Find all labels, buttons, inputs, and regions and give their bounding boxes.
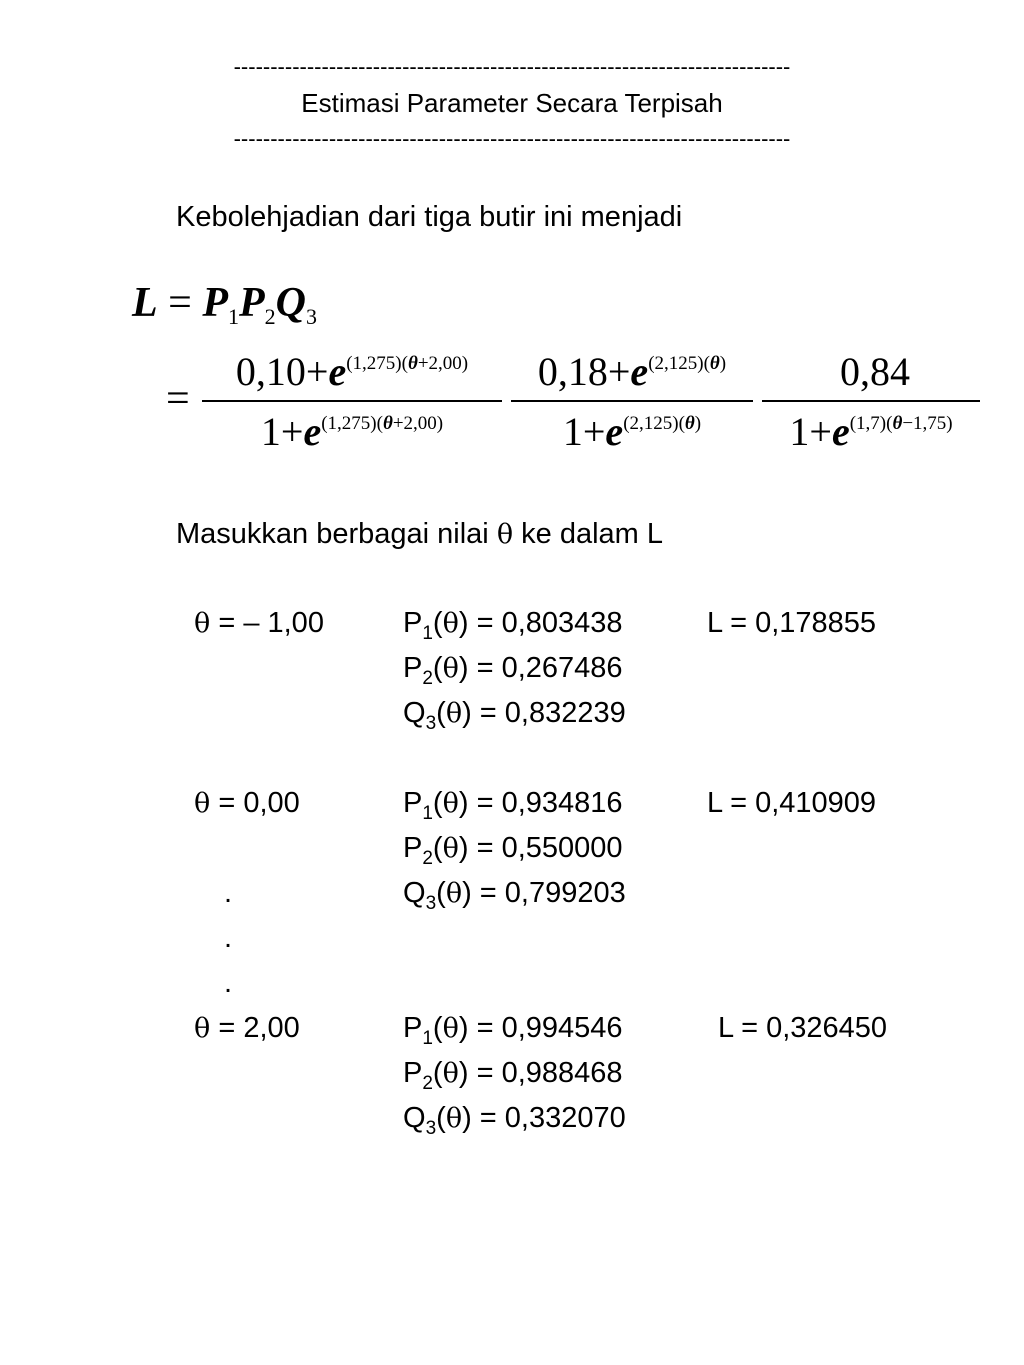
q3-number: 0,832239	[504, 697, 626, 729]
fraction-p1-numerator	[202, 349, 502, 394]
q3-number: 0,799203	[504, 877, 626, 909]
theta-symbol: θ	[442, 788, 459, 819]
exponent	[850, 413, 953, 434]
exp-part-b: +2,00)	[392, 413, 444, 434]
num-const: 0,84	[840, 349, 910, 394]
fraction-p2-numerator	[511, 349, 753, 394]
q3-value	[403, 877, 626, 914]
p1-number: 0,994546	[501, 1012, 623, 1044]
plus-sign: +	[280, 409, 304, 454]
exp-part-a: (1,275)(	[321, 413, 383, 434]
intro-text: Kebolehjadian dari tiga butir ini menjadi	[176, 201, 683, 233]
paren-close: ) =	[462, 1102, 505, 1134]
ellipsis-dot: .	[224, 967, 233, 999]
sym-P: P	[403, 787, 423, 819]
p2-value	[403, 832, 623, 869]
exponent	[321, 413, 443, 434]
exp-part-b: +2,00)	[417, 353, 469, 374]
den-const: 1	[562, 409, 583, 454]
bottom-rule: ----------------------------------------------------------------------------	[233, 128, 791, 150]
equals-sign: =	[168, 280, 192, 326]
fraction-q3-denominator	[762, 409, 980, 454]
q3-value	[403, 1102, 626, 1139]
p1-number: 0,934816	[501, 787, 623, 819]
theta-symbol: θ	[684, 413, 695, 434]
var-L: L	[132, 280, 158, 326]
likelihood-value: L = 0,410909	[707, 787, 877, 819]
paren-open: (	[432, 1057, 443, 1089]
paren-close: ) =	[458, 652, 502, 684]
theta-symbol: θ	[442, 1058, 459, 1089]
sub-2: 2	[422, 848, 433, 869]
euler-e: e	[303, 409, 322, 454]
sub-1: 1	[422, 623, 433, 644]
sub-3: 3	[306, 304, 317, 329]
ellipsis-dot: .	[224, 877, 233, 909]
theta-symbol: θ	[194, 1013, 211, 1044]
var-P2: P	[239, 280, 265, 326]
p2-number: 0,988468	[501, 1057, 623, 1089]
theta-symbol: θ	[445, 1103, 463, 1134]
sym-P: P	[403, 832, 423, 864]
theta-symbol: θ	[194, 608, 211, 639]
theta-symbol: θ	[445, 698, 463, 729]
theta-symbol: θ	[496, 519, 514, 550]
top-rule: ----------------------------------------------------------------------------	[233, 56, 791, 78]
theta-symbol: θ	[442, 608, 459, 639]
sym-Q: Q	[403, 877, 426, 909]
paren-close: ) =	[458, 1012, 502, 1044]
euler-e: e	[605, 409, 624, 454]
instruction-pre: Masukkan berbagai nilai	[176, 518, 497, 550]
equals-sign-2: =	[166, 376, 190, 422]
theta-symbol: θ	[194, 788, 211, 819]
fraction-p1-denominator	[202, 409, 502, 454]
p1-number: 0,803438	[501, 607, 623, 639]
theta-symbol: θ	[442, 833, 459, 864]
euler-e: e	[831, 409, 850, 454]
theta-symbol: θ	[709, 353, 720, 374]
theta-symbol: θ	[445, 878, 463, 909]
euler-e: e	[630, 349, 649, 394]
theta-symbol: θ	[382, 413, 393, 434]
p2-number: 0,267486	[501, 652, 623, 684]
exp-part-b: )	[719, 353, 727, 374]
sym-P: P	[403, 652, 423, 684]
sub-1: 1	[422, 803, 433, 824]
theta-value: = 0,00	[210, 787, 300, 819]
num-const: 0,18	[537, 349, 608, 394]
q3-number: 0,332070	[504, 1102, 626, 1134]
instruction-text	[176, 520, 663, 549]
theta-value-row-3	[194, 1014, 300, 1043]
fraction-bar	[511, 400, 753, 402]
theta-symbol: θ	[442, 653, 459, 684]
paren-close: ) =	[458, 832, 502, 864]
paren-open: (	[436, 697, 446, 729]
sym-P: P	[403, 1012, 423, 1044]
fraction-p2-denominator	[511, 409, 753, 454]
sub-3: 3	[425, 713, 437, 734]
sym-Q: Q	[403, 697, 426, 729]
fraction-bar	[762, 400, 980, 402]
exponent	[648, 353, 726, 374]
sym-P: P	[403, 607, 423, 639]
q3-value	[403, 697, 626, 734]
theta-value-row-1	[194, 609, 324, 638]
paren-close: ) =	[462, 697, 505, 729]
plus-sign: +	[582, 409, 606, 454]
euler-e: e	[328, 349, 347, 394]
plus-sign: +	[305, 349, 329, 394]
sub-1: 1	[422, 1028, 433, 1049]
sym-Q: Q	[403, 1102, 426, 1134]
instruction-post: ke dalam L	[513, 518, 663, 550]
likelihood-value: L = 0,178855	[707, 607, 877, 639]
sub-3: 3	[425, 893, 437, 914]
p2-number: 0,550000	[501, 832, 623, 864]
exp-part-b: −1,75)	[902, 413, 953, 434]
exp-part-b: )	[694, 413, 702, 434]
p1-value	[403, 787, 623, 824]
likelihood-definition	[132, 282, 317, 328]
sub-2: 2	[264, 304, 276, 329]
num-const: 0,10	[235, 349, 306, 394]
sym-P: P	[403, 1057, 423, 1089]
theta-value-row-2	[194, 789, 300, 818]
theta-symbol: θ	[892, 413, 903, 434]
p2-value	[403, 652, 623, 689]
paren-open: (	[436, 877, 446, 909]
sub-2: 2	[422, 1073, 433, 1094]
paren-open: (	[436, 1102, 446, 1134]
den-const: 1	[260, 409, 281, 454]
exponent	[346, 353, 468, 374]
paren-open: (	[432, 652, 443, 684]
theta-value: = 2,00	[210, 1012, 300, 1044]
p1-value	[403, 607, 623, 644]
den-const: 1	[789, 409, 810, 454]
exponent	[623, 413, 701, 434]
var-P1: P	[202, 280, 228, 326]
sub-1: 1	[228, 304, 239, 329]
fraction-bar	[202, 400, 502, 402]
exp-part-a: (1,7)(	[849, 413, 893, 434]
paren-close: ) =	[462, 877, 505, 909]
exp-part-a: (1,275)(	[346, 353, 408, 374]
paren-close: ) =	[458, 787, 502, 819]
exp-part-a: (2,125)(	[648, 353, 710, 374]
paren-close: ) =	[458, 1057, 502, 1089]
ellipsis-dot: .	[224, 922, 233, 954]
p2-value	[403, 1057, 623, 1094]
paren-open: (	[432, 787, 443, 819]
page-title: Estimasi Parameter Secara Terpisah	[301, 88, 723, 118]
sub-3: 3	[425, 1118, 437, 1139]
theta-symbol: θ	[442, 1013, 459, 1044]
paren-close: ) =	[458, 607, 502, 639]
plus-sign: +	[809, 409, 832, 454]
sub-2: 2	[422, 668, 433, 689]
theta-symbol: θ	[407, 353, 418, 374]
fraction-q3-numerator	[762, 349, 980, 394]
theta-value: = – 1,00	[210, 607, 324, 639]
paren-open: (	[432, 832, 443, 864]
plus-sign: +	[607, 349, 631, 394]
paren-open: (	[432, 1012, 443, 1044]
paren-open: (	[432, 607, 443, 639]
exp-part-a: (2,125)(	[623, 413, 685, 434]
var-Q3: Q	[275, 280, 306, 326]
likelihood-value: L = 0,326450	[718, 1012, 888, 1044]
p1-value	[403, 1012, 623, 1049]
